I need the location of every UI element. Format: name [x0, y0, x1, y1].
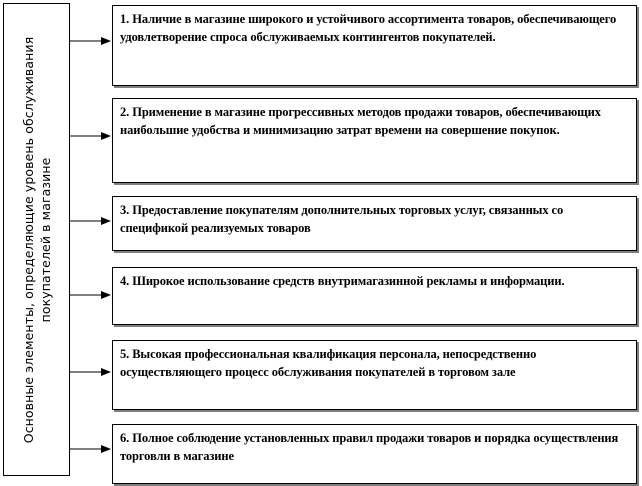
source-label: Основные элементы, определяющие уровень обслуживания покупателей в магазине: [20, 36, 53, 443]
element-box-6: [112, 424, 637, 484]
source-box: [3, 3, 70, 476]
element-text-1: 1. Наличие в магазине широкого и устойчивого ассортимента товаров, обеспечивающего удовлетворение спроса обслуживаемых контингентов покупателей.: [120, 12, 617, 44]
element-text-2: 2. Применение в магазине прогрессивных методов продажи товаров, обеспечивающих наибольшие удобства и минимизацию затрат времени на совершение покупок.: [120, 105, 601, 137]
element-box-2: [112, 98, 637, 183]
element-box-4: [112, 267, 637, 325]
element-text-6: 6. Полное соблюдение установленных правил продажи товаров и порядка осуществления торговли в магазине: [120, 431, 619, 463]
element-box-1: [112, 5, 637, 86]
element-box-5: [112, 340, 637, 410]
element-text-5: 5. Высокая профессиональная квалификация персонала, непосредственно осуществляющего процесс обслуживания покупателей в торговом зале: [120, 347, 537, 379]
element-text-4: 4. Широкое использование средств внутримагазинной рекламы и информации.: [120, 274, 565, 288]
element-text-3: 3. Предоставление покупателям дополнительных торговых услуг, связанных со спецификой реализуемых товаров: [120, 203, 564, 235]
element-box-3: [112, 196, 637, 251]
